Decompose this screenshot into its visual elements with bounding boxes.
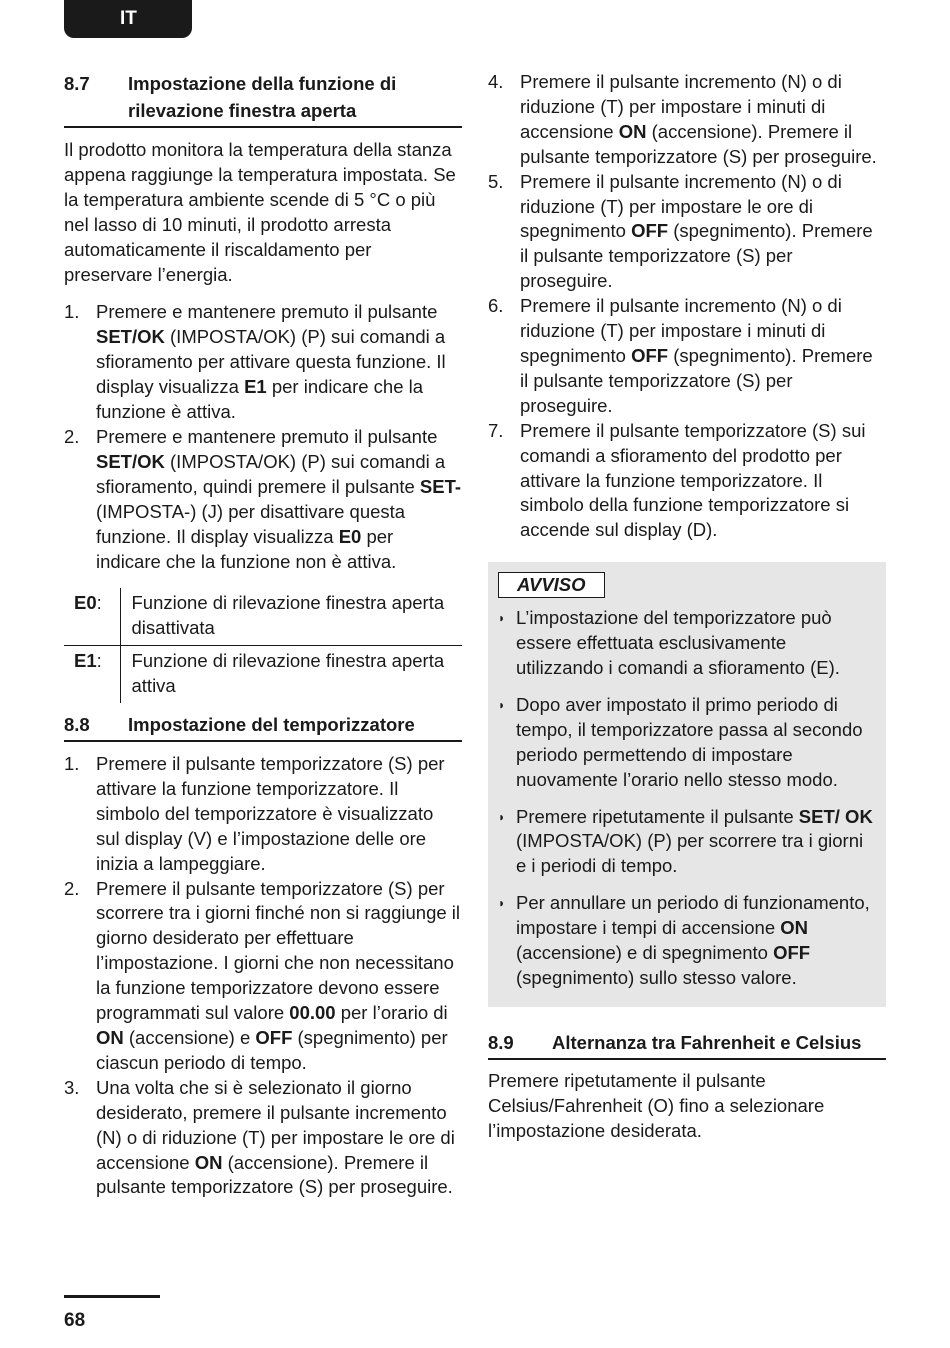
bullet-icon: ◗ (498, 896, 506, 911)
section-8-7-intro: Il prodotto monitora la temperatura della stanza appena raggiunge la temperatura impostata. Se la temperatura ambiente scende di 5 °C o più nel lasso di 10 minuti, il prodotto arresta automaticamente il riscaldamento per preservare l’energia. (64, 139, 456, 285)
step-text: Premere il pulsante incremento (N) o di riduzione (T) per impostare i minuti di spegnimento OFF (spegnimento). Premere il pulsante temporizzatore (S) per proseguire. (520, 295, 873, 416)
list-item (498, 606, 876, 681)
bullet-icon: ◗ (498, 611, 506, 626)
bullet-text: L’impostazione del temporizzatore può essere effettuata esclusivamente utilizzando i comandi a sfioramento (E). (516, 607, 840, 679)
section-title: Impostazione del temporizzatore (128, 714, 415, 736)
list-item (498, 693, 876, 793)
code-cell: E0: (64, 588, 120, 645)
step-item (64, 300, 462, 425)
notice-list (498, 606, 876, 991)
step-item (488, 294, 886, 419)
bullet-text: Per annullare un periodo di funzionamento, impostare i tempi di accensione ON (accensione) e di spegnimento OFF (spegnimento) sullo stesso valore. (516, 892, 870, 988)
step-text: Premere il pulsante incremento (N) o di riduzione (T) per impostare le ore di spegnimento OFF (spegnimento). Premere il pulsante temporizzatore (S) per proseguire. (520, 170, 873, 292)
code-description: Funzione di rilevazione finestra aperta attiva (120, 646, 462, 703)
section-number: 8.9 (488, 1031, 514, 1053)
step-number: 6. (488, 295, 504, 317)
step-text: Premere il pulsante temporizzatore (S) sui comandi a sfioramento del prodotto per attivare la funzione temporizzatore. Il simbolo della funzione temporizzatore si accende sul display (D). (520, 419, 866, 541)
step-number: 1. (64, 753, 80, 775)
footer-rule (64, 1295, 160, 1298)
section-8-9-heading (488, 1029, 886, 1060)
step-text: Una volta che si è selezionato il giorno desiderato, premere il pulsante incremento (N) o di riduzione (T) per impostare le ore di accensione ON (accensione). Premere il pulsante temporizzatore (S) per proseguire. (96, 1076, 455, 1198)
step-text: Premere il pulsante temporizzatore (S) per attivare la funzione temporizzatore. Il simbolo del temporizzatore è visualizzato sul display (V) e l’impostazione delle ore inizia a lampeggiare. (96, 753, 445, 874)
step-item (488, 70, 886, 170)
code-table (64, 588, 462, 703)
step-number: 2. (64, 877, 80, 899)
section-8-8-steps-left (64, 752, 462, 1200)
step-item (64, 752, 462, 877)
step-item (488, 170, 886, 295)
step-item (488, 419, 886, 544)
section-title: Alternanza tra Fahrenheit e Celsius (552, 1031, 862, 1053)
step-item (64, 1076, 462, 1201)
step-number: 3. (64, 1076, 80, 1098)
notice-box (488, 562, 886, 1007)
step-number: 5. (488, 170, 504, 192)
table-row (64, 646, 462, 703)
bullet-icon: ◗ (498, 809, 506, 824)
code-description: Funzione di rilevazione finestra aperta disattivata (131, 592, 445, 639)
list-item (498, 805, 876, 880)
left-column (64, 70, 462, 1200)
step-text: Premere il pulsante temporizzatore (S) per scorrere tra i giorni finché non si raggiunge il giorno desiderato per effettuare l’impostazione. I giorni che non necessitano la funzione temporizzatore devono essere programmati sul valore 00.00 per l’orario di ON (accensione) e OFF (spegnimento) per ciascun periodo di tempo. (96, 877, 461, 1073)
step-text: Premere e mantenere premuto il pulsante SET/OK (IMPOSTA/OK) (P) sui comandi a sfioramento, quindi premere il pulsante SET- (IMPOSTA-) (J) per disattivare questa funzione. Il display visualizza E0 per indicare che la funzione non è attiva. (96, 425, 462, 572)
bullet-text: Dopo aver impostato il primo periodo di tempo, il temporizzatore passa al secondo periodo permettendo di impostare nuovamente l’orario nello stesso modo. (516, 693, 863, 790)
section-number: 8.8 (64, 714, 90, 736)
language-tab: IT (64, 0, 192, 38)
section-number: 8.7 (64, 73, 90, 94)
section-8-7-heading (64, 70, 462, 128)
step-item (64, 425, 462, 574)
notice-title: AVVISO (498, 572, 605, 598)
step-number: 1. (64, 301, 80, 323)
section-title: Impostazione della funzione di rilevazione finestra aperta (128, 73, 397, 121)
bullet-text: Premere ripetutamente il pulsante SET/ OK (IMPOSTA/OK) (P) per scorrere tra i giorni e i periodi di tempo. (516, 805, 873, 877)
step-text: Premere e mantenere premuto il pulsante SET/OK (IMPOSTA/OK) (P) sui comandi a sfioramento per attivare questa funzione. Il display visualizza E1 per indicare che la funzione è attiva. (96, 301, 446, 423)
step-number: 7. (488, 419, 504, 441)
step-item (64, 877, 462, 1076)
step-text: Premere il pulsante incremento (N) o di riduzione (T) per impostare i minuti di accensione ON (accensione). Premere il pulsante temporizzatore (S) per proseguire. (520, 71, 877, 167)
list-item (498, 891, 876, 991)
page-number: 68 (64, 1310, 86, 1331)
section-8-8-steps-right (488, 70, 886, 543)
step-number: 2. (64, 425, 80, 447)
section-8-9-text: Premere ripetutamente il pulsante Celsius/Fahrenheit (O) fino a selezionare l’impostazione desiderata. (488, 1069, 825, 1141)
section-8-7-steps (64, 300, 462, 574)
table-row (64, 588, 462, 645)
section-8-8-heading (64, 711, 462, 742)
code-cell: E1: (64, 646, 120, 703)
right-column (488, 70, 886, 1144)
step-number: 4. (488, 71, 504, 92)
bullet-icon: ◗ (498, 697, 506, 712)
